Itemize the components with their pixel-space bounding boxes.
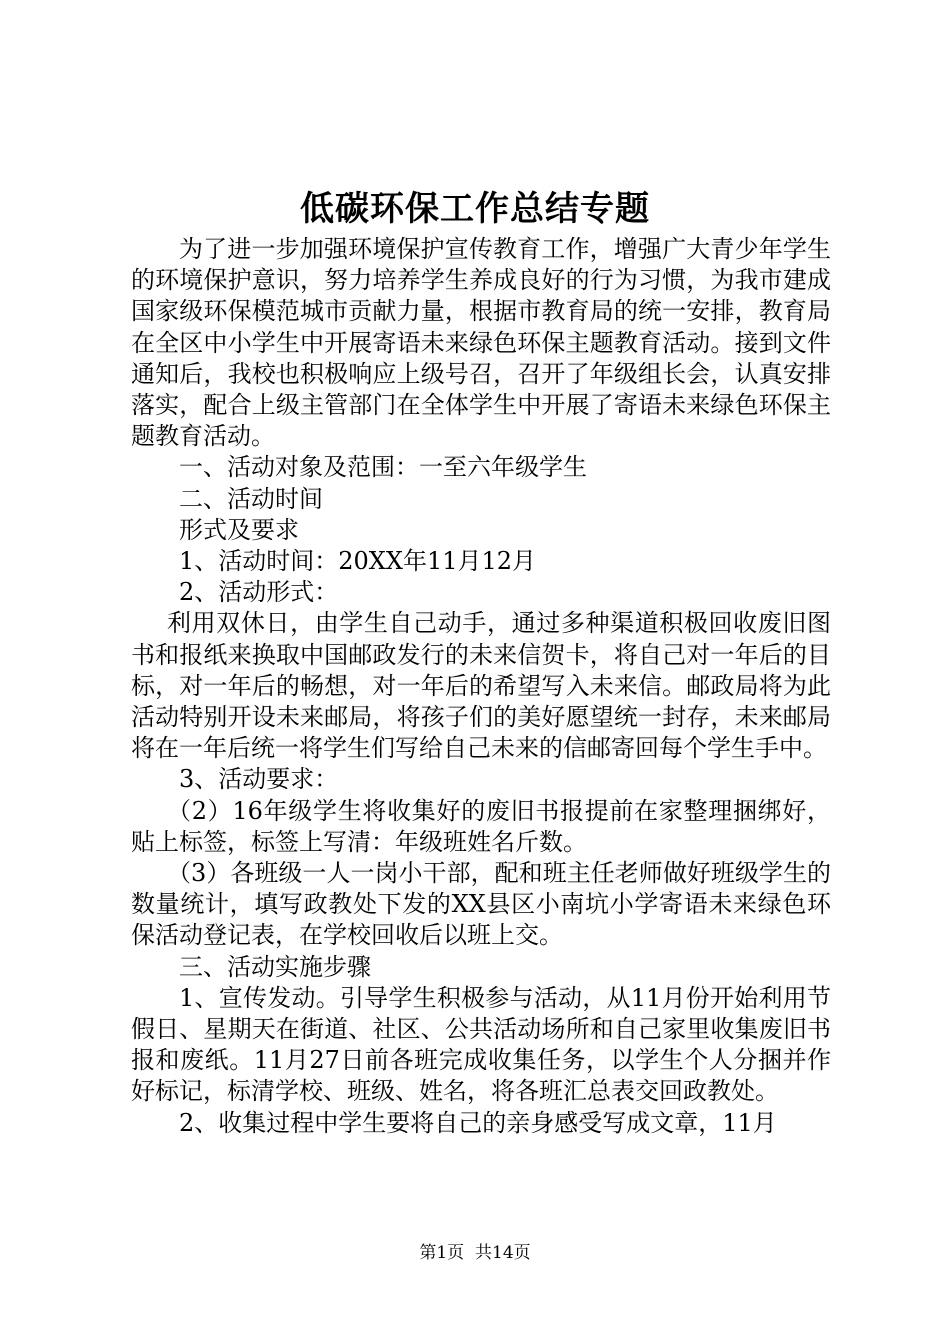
page-footer — [0, 1241, 950, 1265]
paragraph-activity-form-detail: 利用双休日，由学生自己动手，通过多种渠道积极回收废旧图书和报纸来换取中国邮政发行的未来信贺卡，将自己对一年后的目标，对一年后的畅想，对一年后的希望写入未来信。邮政局将为此活动特别开设未来邮局，将孩子们的美好愿望统一封存，未来邮局将在一年后统一将学生们写给自己未来的信邮寄回每个学生手中。 — [131, 609, 831, 763]
paragraph-step-1: 1、宣传发动。引导学生积极参与活动，从11月份开始利用节假日、星期天在街道、社区、公共活动场所和自己家里收集废旧书报和废纸。11月27日前各班完成收集任务，以学生个人分捆并作好标记，标清学校、班级、姓名，将各班汇总表交回政教处。 — [131, 983, 831, 1106]
page-total: 共14页 — [475, 1243, 531, 1263]
document-body — [131, 234, 831, 1139]
document-title: 低碳环保工作总结专题 — [300, 189, 650, 229]
paragraph-activity-form: 2、活动形式： — [179, 578, 339, 607]
page-number: 第1页 — [419, 1243, 465, 1263]
paragraph-section-3: 三、活动实施步骤 — [179, 952, 371, 981]
paragraph-form-requirements: 形式及要求 — [179, 515, 299, 544]
paragraph-requirement-3: （3）各班级一人一岗小干部，配和班主任老师做好班级学生的数量统计，填写政教处下发的XX县区小南坑小学寄语未来绿色环保活动登记表，在学校回收后以班上交。 — [131, 859, 831, 950]
paragraph-activity-time: 1、活动时间：20XX年11月12月 — [179, 547, 537, 576]
paragraph-step-2: 2、收集过程中学生要将自己的亲身感受写成文章，11月 — [179, 1108, 777, 1137]
paragraph-activity-requirements: 3、活动要求： — [179, 765, 339, 794]
paragraph-intro: 为了进一步加强环境保护宣传教育工作，增强广大青少年学生的环境保护意识，努力培养学生养成良好的行为习惯，为我市建成国家级环保模范城市贡献力量，根据市教育局的统一安排，教育局在全区中小学生中开展寄语未来绿色环保主题教育活动。接到文件通知后，我校也积极响应上级号召，召开了年级组长会，认真安排落实，配合上级主管部门在全体学生中开展了寄语未来绿色环保主题教育活动。 — [131, 235, 831, 451]
paragraph-requirement-2: （2）16年级学生将收集好的废旧书报提前在家整理捆绑好，贴上标签，标签上写清：年级班姓名斤数。 — [131, 796, 831, 856]
paragraph-section-2: 二、活动时间 — [179, 484, 323, 513]
paragraph-section-1: 一、活动对象及范围：一至六年级学生 — [179, 453, 587, 482]
